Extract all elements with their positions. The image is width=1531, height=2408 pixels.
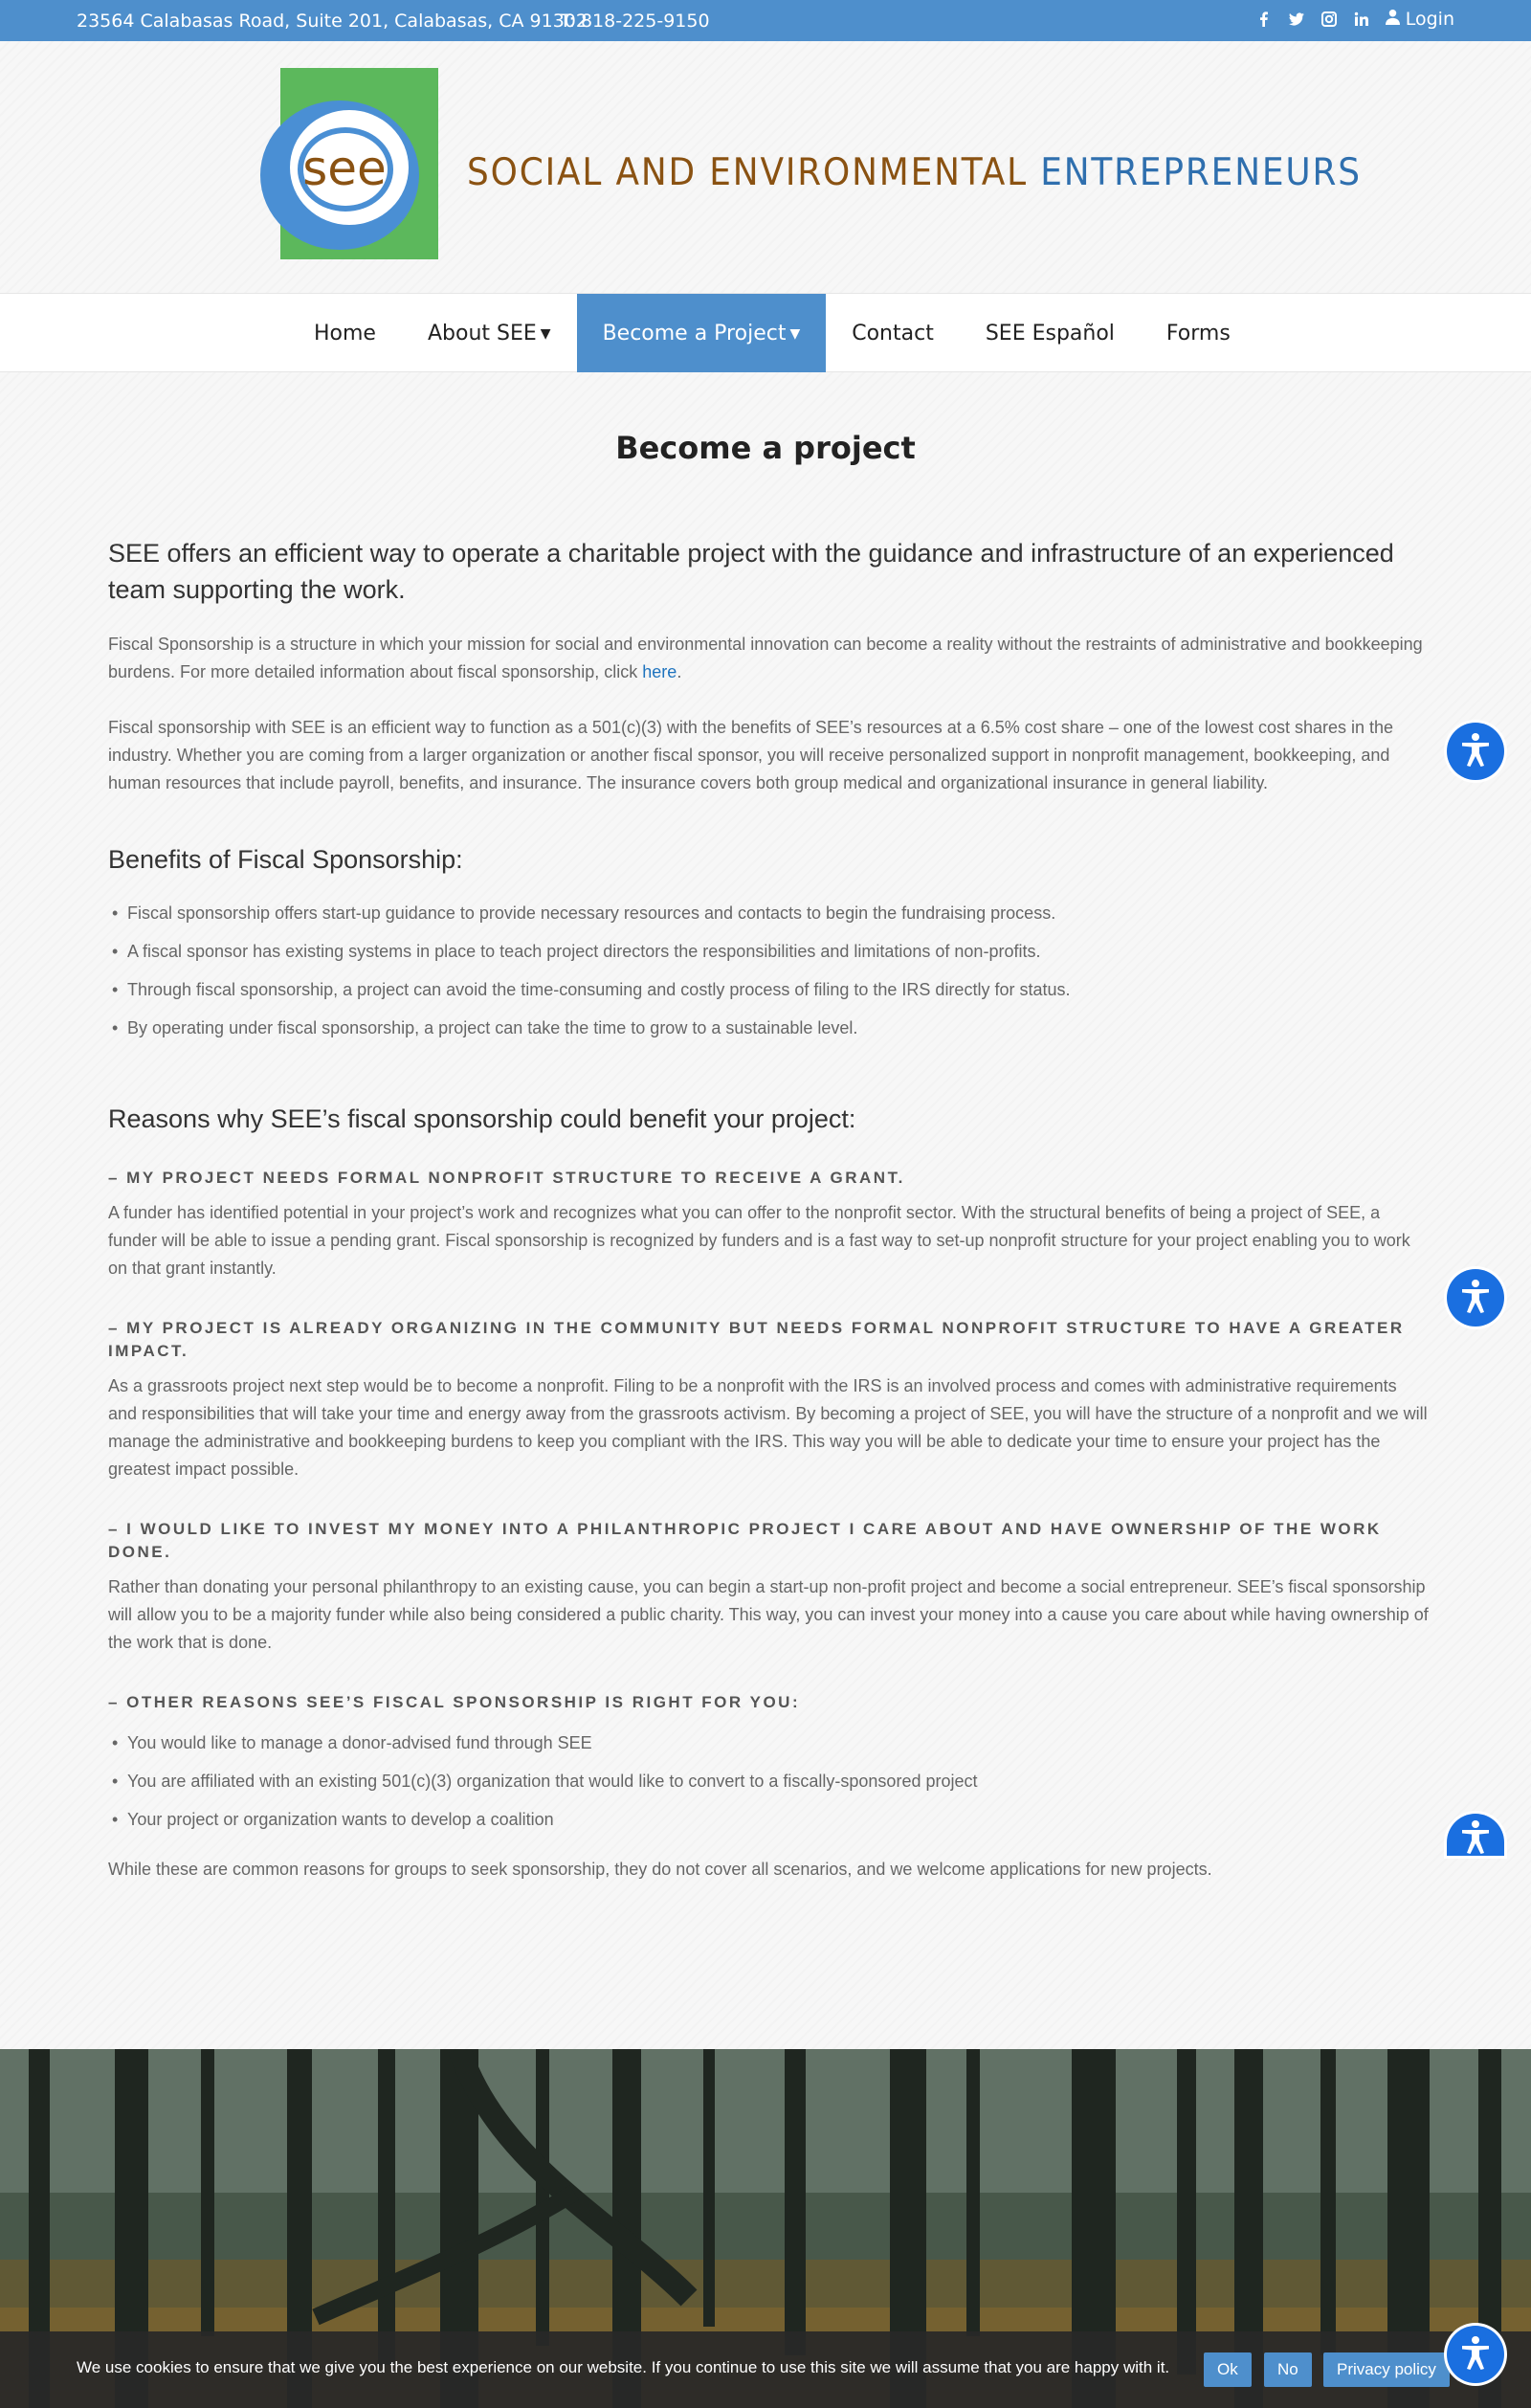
nav-item-contact[interactable] xyxy=(826,294,960,373)
social-links xyxy=(1255,9,1454,30)
fiscal-sponsorship-link[interactable]: here xyxy=(642,662,677,681)
nav-item-see-espanol[interactable] xyxy=(960,294,1141,373)
benefits-list xyxy=(108,894,1429,1047)
page-title: Become a project xyxy=(615,430,916,466)
nav-item-home[interactable] xyxy=(288,294,402,373)
list-item: • Through fiscal sponsorship, a project can avoid the time-consuming and costly process of filing to the IRS directly for status. xyxy=(108,970,1429,1009)
cookie-banner xyxy=(0,2331,1531,2408)
site-header xyxy=(0,41,1531,293)
accessibility-button[interactable] xyxy=(1447,723,1504,780)
caret-down-icon: ▼ xyxy=(789,326,801,342)
other-reasons-list xyxy=(108,1724,1429,1839)
twitter-icon[interactable] xyxy=(1288,11,1305,28)
nav-become-label: Become a Project xyxy=(602,322,787,346)
list-item: • You are affiliated with an existing 501(c)(3) organization that would like to convert to a fiscally-sponsored project xyxy=(108,1762,1429,1800)
logo-name-part1: SOCIAL AND ENVIRONMENTAL xyxy=(467,151,1028,194)
intro-paragraph-1: Fiscal Sponsorship is a structure in which your mission for social and environmental innovation can become a reality without the restraints of administrative and bookkeeping burdens. For more detailed information about fiscal sponsorship, click here. xyxy=(108,635,1423,681)
accessibility-button[interactable] xyxy=(1447,1269,1504,1327)
nav-item-about[interactable] xyxy=(402,294,577,373)
caret-down-icon: ▼ xyxy=(540,326,551,342)
logo-badge-text: see xyxy=(302,141,387,196)
list-item: • You would like to manage a donor-advised fund through SEE xyxy=(108,1724,1429,1762)
reason-text: As a grassroots project next step would be to become a nonprofit. Filing to be a nonprofit with the IRS is an involved process and comes with administrative requirements and responsibilities that will take your time and energy away from the grassroots activism. By becoming a project of SEE, you will have the structure of a nonprofit and we will manage the administrative and bookkeeping burdens to keep you compliant with the IRS. This way you will be able to dedicate your time to ensure your project has the greatest impact possible. xyxy=(108,1376,1428,1479)
reason-text: A funder has identified potential in your project’s work and recognizes what you can offer to the nonprofit sector. With the structural benefits of being a project of SEE, a funder will be able to issue a pending grant. Fiscal sponsorship is recognized by funders and is a fast way to set-up nonprofit structure for your project enabling you to work on that grant instantly. xyxy=(108,1203,1410,1278)
top-bar xyxy=(0,0,1531,41)
main-content xyxy=(0,372,1531,2049)
main-nav xyxy=(0,293,1531,372)
list-item: • By operating under fiscal sponsorship, a project can take the time to grow to a sustainable level. xyxy=(108,1009,1429,1047)
intro-text: Fiscal Sponsorship is a structure in which your mission for social and environmental innovation can become a reality without the restraints of administrative and bookkeeping burdens. For more detailed information about fiscal sponsorship, click xyxy=(108,635,1423,681)
logo-wordmark[interactable] xyxy=(467,151,1362,194)
other-reasons-title: – OTHER REASONS SEE’S FISCAL SPONSORSHIP IS RIGHT FOR YOU: xyxy=(108,1693,801,1711)
article xyxy=(108,535,1429,1911)
linkedin-icon[interactable] xyxy=(1353,11,1370,28)
logo-name-part2: ENTREPRENEURS xyxy=(1040,151,1362,194)
nav-item-forms[interactable] xyxy=(1141,294,1256,373)
nav-forms-label: Forms xyxy=(1165,322,1231,346)
closing-paragraph: While these are common reasons for groups to seek sponsorship, they do not cover all scenarios, and we welcome applications for new projects. xyxy=(108,1860,1212,1879)
reason-title: – MY PROJECT NEEDS FORMAL NONPROFIT STRUCTURE TO RECEIVE A GRANT. xyxy=(108,1169,905,1187)
reason-title: – I WOULD LIKE TO INVEST MY MONEY INTO A PHILANTHROPIC PROJECT I CARE ABOUT AND HAVE OWNERSHIP OF THE WORK DONE. xyxy=(108,1520,1382,1561)
list-item: • Fiscal sponsorship offers start-up guidance to provide necessary resources and contacts to begin the fundraising process. xyxy=(108,894,1429,932)
accessibility-icon xyxy=(1456,1277,1495,1320)
cookie-message: We use cookies to ensure that we give you the best experience on our website. If you continue to use this site we will assume that you are happy with it. xyxy=(77,2358,1170,2376)
login-label: Login xyxy=(1405,9,1454,30)
benefits-heading: Benefits of Fiscal Sponsorship: xyxy=(108,845,463,874)
nav-item-become-a-project[interactable] xyxy=(577,294,827,373)
accessibility-button[interactable] xyxy=(1447,2326,1504,2383)
reason-title: – MY PROJECT IS ALREADY ORGANIZING IN THE COMMUNITY BUT NEEDS FORMAL NONPROFIT STRUCTURE TO HAVE A GREATER IMPACT. xyxy=(108,1319,1405,1360)
site-logo[interactable] xyxy=(258,68,440,264)
facebook-icon[interactable] xyxy=(1255,11,1273,28)
address-text: 23564 Calabasas Road, Suite 201, Calabasas, CA 91302 xyxy=(77,11,588,32)
reasons-heading: Reasons why SEE’s fiscal sponsorship could benefit your project: xyxy=(108,1104,856,1133)
nav-contact-label: Contact xyxy=(852,322,934,346)
nav-home-label: Home xyxy=(314,322,376,346)
reason-text: Rather than donating your personal philanthropy to an existing cause, you can begin a start-up non-profit project and become a social entrepreneur. SEE’s fiscal sponsorship will allow you to be a majority funder while also being considered a public charity. This way, you can invest your money into a cause you care about while having ownership of the work that is done. xyxy=(108,1577,1429,1652)
login-link[interactable] xyxy=(1386,9,1454,30)
privacy-policy-button[interactable]: Privacy policy xyxy=(1323,2352,1450,2387)
nav-espanol-label: SEE Español xyxy=(985,322,1115,346)
accessibility-icon xyxy=(1456,730,1495,773)
lead-paragraph: SEE offers an efficient way to operate a charitable project with the guidance and infrastructure of an experienced team supporting the work. xyxy=(108,539,1394,604)
instagram-icon[interactable] xyxy=(1320,11,1338,28)
accessibility-icon xyxy=(1456,1817,1495,1856)
list-item: • Your project or organization wants to develop a coalition xyxy=(108,1800,1429,1839)
nav-about-label: About SEE xyxy=(427,322,537,346)
list-item: • A fiscal sponsor has existing systems in place to teach project directors the responsibilities and limitations of non-profits. xyxy=(108,932,1429,970)
phone-text[interactable]: T: 818-225-9150 xyxy=(560,11,710,32)
accessibility-icon xyxy=(1456,2333,1495,2376)
user-icon xyxy=(1386,9,1400,30)
cookie-no-button[interactable]: No xyxy=(1264,2352,1312,2387)
intro-paragraph-2: Fiscal sponsorship with SEE is an efficient way to function as a 501(c)(3) with the benefits of SEE’s resources at a 6.5% cost share – one of the lowest cost shares in the industry. Whether you are coming from a larger organization or another fiscal sponsor, you will receive personalized support in nonprofit management, bookkeeping, and human resources that include payroll, benefits, and insurance. The insurance covers both group medical and organizational insurance in general liability. xyxy=(108,718,1394,792)
cookie-ok-button[interactable]: Ok xyxy=(1204,2352,1252,2387)
